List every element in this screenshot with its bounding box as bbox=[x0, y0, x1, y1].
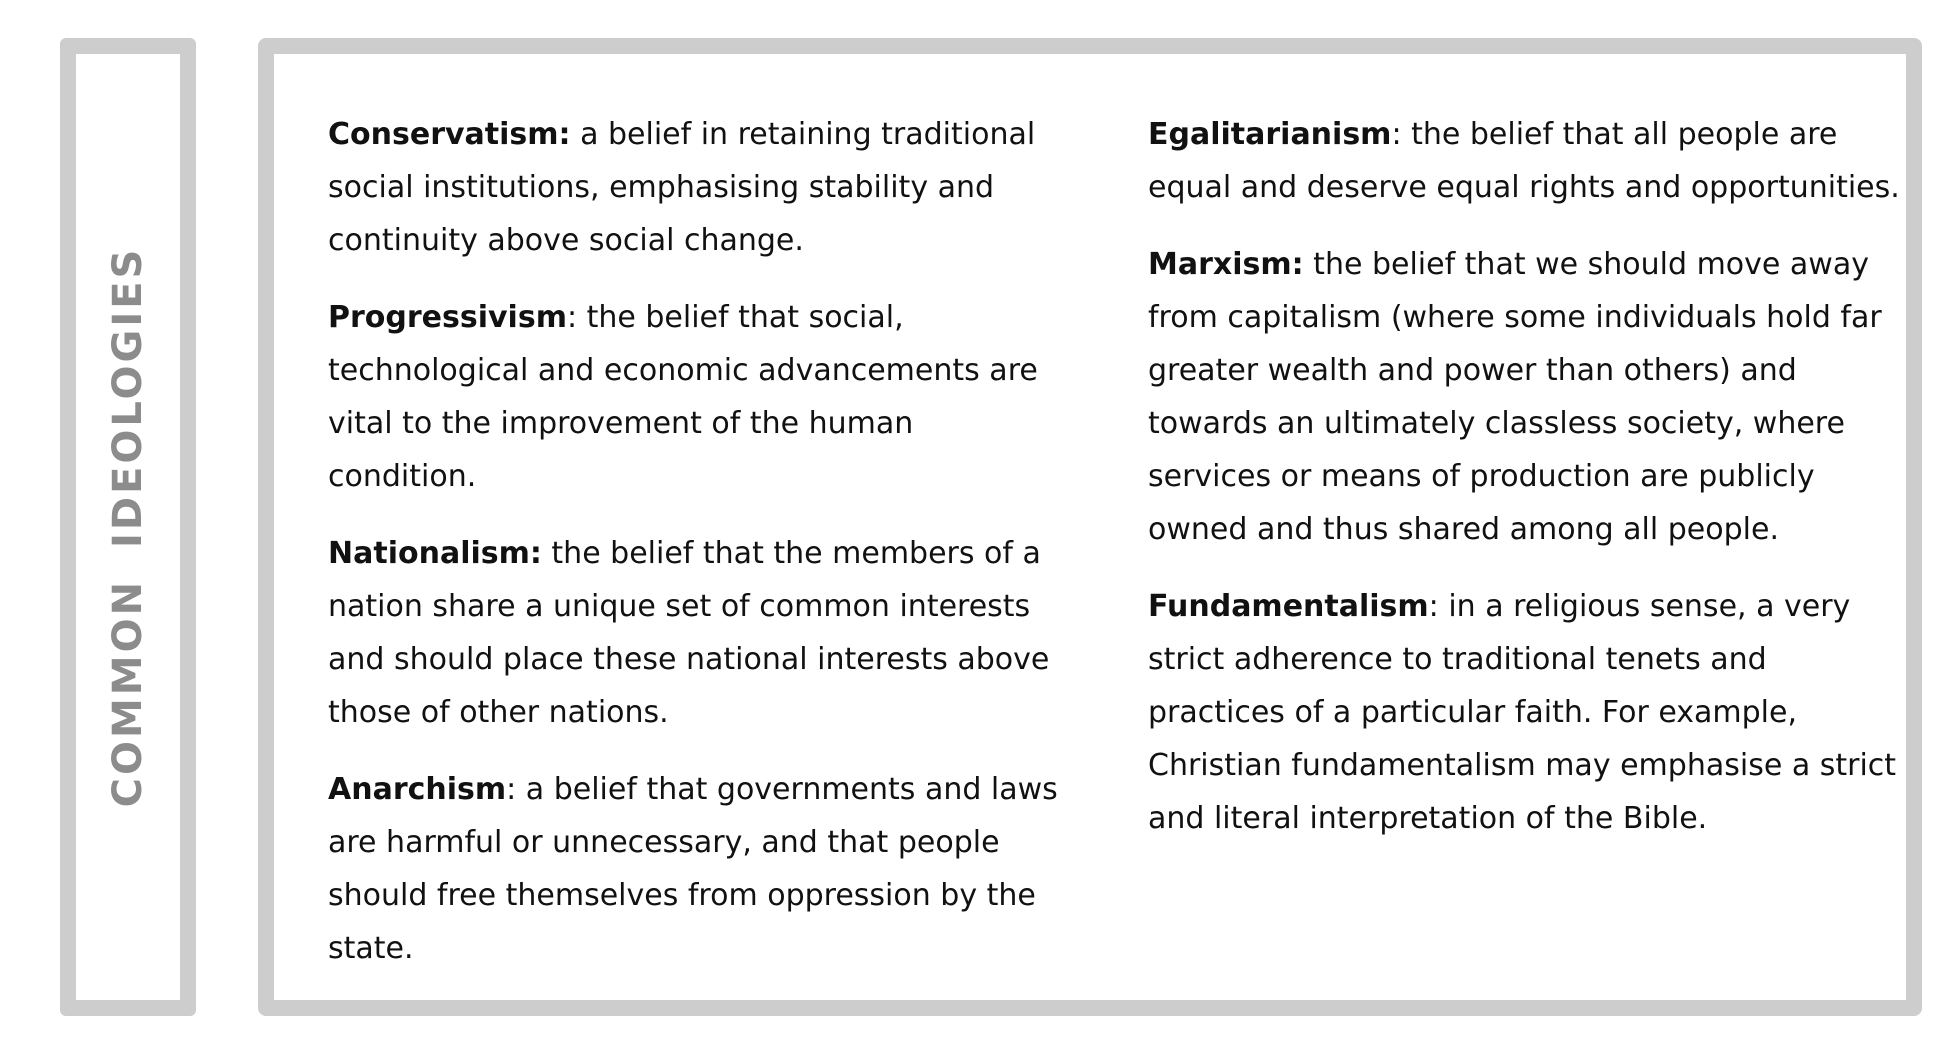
term-label: Conservatism: bbox=[328, 117, 571, 152]
definition-entry-progressivism bbox=[328, 291, 1068, 503]
definition-text: : the belief that social, technological and economic advancements are vital to the improvement of the human condition. bbox=[328, 300, 1038, 494]
term-label: Marxism: bbox=[1148, 247, 1304, 282]
definition-text: : a belief that governments and laws are harmful or unnecessary, and that people should free themselves from oppression by the state. bbox=[328, 772, 1058, 966]
left-column bbox=[328, 108, 1068, 999]
term-label: Progressivism bbox=[328, 300, 567, 335]
definition-text: the belief that we should move away from capitalism (where some individuals hold far greater wealth and power than others) and towards an ultimately classless society, where services or means of production are publicly owned and thus shared among all people. bbox=[1148, 247, 1882, 547]
definition-text: a belief in retaining traditional social institutions, emphasising stability and continuity above social change. bbox=[328, 117, 1036, 258]
definitions-panel bbox=[258, 38, 1922, 1016]
sidebar-panel bbox=[60, 38, 196, 1016]
definition-text: the belief that the members of a nation share a unique set of common interests and should place these national interests above those of other nations. bbox=[328, 536, 1050, 730]
right-column bbox=[1148, 108, 1908, 869]
definition-entry-conservatism bbox=[328, 108, 1068, 267]
definition-entry-marxism bbox=[1148, 238, 1908, 556]
definition-entry-egalitarianism bbox=[1148, 108, 1908, 214]
definition-text: : the belief that all people are equal and deserve equal rights and opportunities. bbox=[1148, 117, 1900, 205]
sidebar-title: COMMON IDEOLOGIES bbox=[105, 246, 151, 808]
definition-text: : in a religious sense, a very strict adherence to traditional tenets and practices of a particular faith. For example, Christian fundamentalism may emphasise a strict and literal interpretation of the Bible. bbox=[1148, 589, 1897, 836]
term-label: Nationalism: bbox=[328, 536, 542, 571]
term-label: Egalitarianism bbox=[1148, 117, 1392, 152]
term-label: Fundamentalism bbox=[1148, 589, 1429, 624]
definition-entry-nationalism bbox=[328, 527, 1068, 739]
definition-entry-anarchism bbox=[328, 763, 1068, 975]
term-label: Anarchism bbox=[328, 772, 507, 807]
definition-entry-fundamentalism bbox=[1148, 580, 1908, 845]
